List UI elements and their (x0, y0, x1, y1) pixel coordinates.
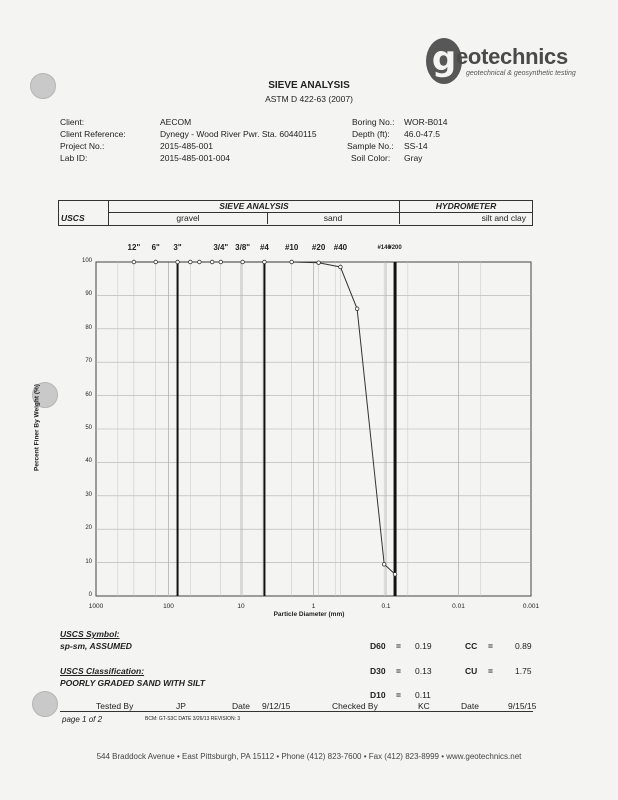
sample-value: SS-14 (404, 141, 428, 151)
data-point (241, 260, 245, 264)
depth-value: 46.0-47.5 (404, 129, 440, 139)
boring-label: Boring No.: (352, 117, 395, 127)
tested-date-label: Date (232, 701, 250, 711)
cc-equals: = (488, 641, 493, 651)
data-point (263, 260, 267, 264)
sieve-analysis-heading: SIEVE ANALYSIS (219, 201, 289, 211)
cc-value: 0.89 (515, 641, 532, 651)
checked-by-label: Checked By (332, 701, 378, 711)
y-tick-label: 10 (85, 558, 92, 565)
y-tick-label: 70 (85, 358, 92, 365)
d30-value: 0.13 (415, 666, 432, 676)
sieve-label: 3" (173, 243, 182, 252)
y-tick-label: 100 (81, 258, 92, 264)
client-reference-value: Dynegy - Wood River Pwr. Sta. 60440115 (160, 129, 317, 139)
y-tick-label: 80 (85, 324, 92, 331)
logo-wordmark: eotechnics (456, 44, 568, 69)
lab-id-value: 2015-485-001-004 (160, 153, 230, 163)
page-title: SIEVE ANALYSIS (268, 80, 350, 91)
sieve-label: #200 (388, 245, 402, 251)
sieve-label: #40 (333, 243, 348, 252)
sand-heading: sand (323, 213, 343, 223)
data-point (339, 265, 343, 269)
x-tick-label: 0.01 (452, 603, 465, 610)
test-standard: ASTM D 422-63 (2007) (265, 94, 353, 104)
logo-g-mark: g (426, 38, 462, 84)
sieve-label: 3/4" (213, 243, 229, 252)
sieve-label: #4 (259, 243, 269, 252)
checked-date-value: 9/15/15 (508, 701, 537, 711)
cu-value: 1.75 (515, 666, 532, 676)
d10-value: 0.11 (415, 690, 431, 700)
d30-label: D30 (370, 666, 386, 676)
x-tick-label: 10 (237, 603, 245, 610)
cc-label: CC (465, 641, 478, 651)
project-value: 2015-485-001 (160, 141, 213, 151)
y-tick-label: 90 (85, 291, 92, 298)
d10-equals: = (396, 690, 401, 700)
data-point (176, 260, 180, 264)
uscs-label: USCS (61, 213, 85, 223)
data-point (189, 260, 193, 264)
sieve-label: 6" (151, 243, 160, 252)
data-point (154, 260, 158, 264)
sieve-label: #20 (311, 243, 326, 252)
y-tick-label: 50 (85, 425, 92, 431)
soil-color-value: Gray (404, 153, 423, 163)
data-point (317, 261, 321, 265)
checked-date-label: Date (461, 701, 479, 711)
tested-by-value: JP (176, 701, 186, 711)
company-address-footer: 544 Braddock Avenue • East Pittsburgh, PA 15112 • Phone (412) 823-7600 • Fax (412) 823-8999 • www.geotechnics.net (96, 752, 522, 761)
uscs-classification-value: POORLY GRADED SAND WITH SILT (60, 678, 205, 688)
uscs-classification-heading: USCS Classification: (60, 666, 145, 676)
y-tick-label: 30 (85, 491, 92, 498)
cu-label: CU (465, 666, 478, 676)
y-axis-label: Percent Finer By Weight (%) (33, 384, 41, 471)
data-point (290, 260, 294, 264)
d60-label: D60 (370, 641, 386, 651)
page-number: page 1 of 2 (62, 715, 103, 724)
d30-equals: = (396, 666, 401, 676)
sieve-label: 12" (127, 243, 141, 252)
tested-date-value: 9/12/15 (262, 701, 291, 711)
y-tick-label: 60 (85, 391, 92, 398)
uscs-symbol-value: sp-sm, ASSUMED (60, 641, 132, 651)
lab-id-label: Lab ID: (60, 153, 88, 163)
boring-value: WOR-B014 (404, 117, 448, 127)
x-axis-label: Particle Diameter (mm) (273, 611, 345, 618)
logo-tagline: geotechnical & geosynthetic testing (466, 70, 576, 77)
sieve-label: #10 (284, 243, 299, 252)
sample-label: Sample No.: (347, 141, 394, 151)
x-tick-label: 1 (311, 603, 316, 610)
x-tick-label: 0.001 (522, 603, 540, 610)
depth-label: Depth (ft): (352, 129, 390, 139)
y-tick-label: 40 (85, 458, 92, 465)
client-value: AECOM (160, 117, 192, 127)
client-reference-label: Client Reference: (60, 129, 126, 139)
d60-equals: = (396, 641, 401, 651)
sieve-label: #140 (377, 245, 391, 251)
data-point (132, 260, 136, 264)
data-point (210, 260, 214, 264)
silt-clay-heading: silt and clay (481, 213, 526, 223)
y-tick-label: 0 (88, 592, 92, 598)
signoff-rule (60, 711, 533, 712)
sieve-label: 3/8" (235, 243, 251, 252)
data-point (382, 562, 386, 566)
soil-color-label: Soil Color: (351, 153, 391, 163)
gravel-heading: gravel (176, 213, 200, 223)
data-point (219, 260, 223, 264)
x-tick-label: 0.1 (381, 603, 391, 610)
checked-by-value: KC (418, 701, 430, 711)
y-tick-label: 20 (85, 525, 92, 532)
data-point (355, 307, 359, 311)
hydrometer-heading: HYDROMETER (435, 201, 497, 211)
data-point (198, 260, 202, 264)
x-tick-label: 1000 (88, 603, 104, 610)
project-label: Project No.: (60, 141, 105, 151)
d60-value: 0.19 (415, 641, 432, 651)
d10-label: D10 (370, 690, 386, 700)
client-label: Client: (60, 117, 85, 127)
cu-equals: = (488, 666, 493, 676)
form-revision: BCM: GT-S3C DATE 3/26/13 REVISION: 3 (145, 716, 241, 722)
uscs-symbol-heading: USCS Symbol: (60, 629, 120, 639)
data-point (393, 572, 397, 576)
tested-by-label: Tested By (96, 701, 134, 711)
x-tick-label: 100 (163, 603, 174, 610)
